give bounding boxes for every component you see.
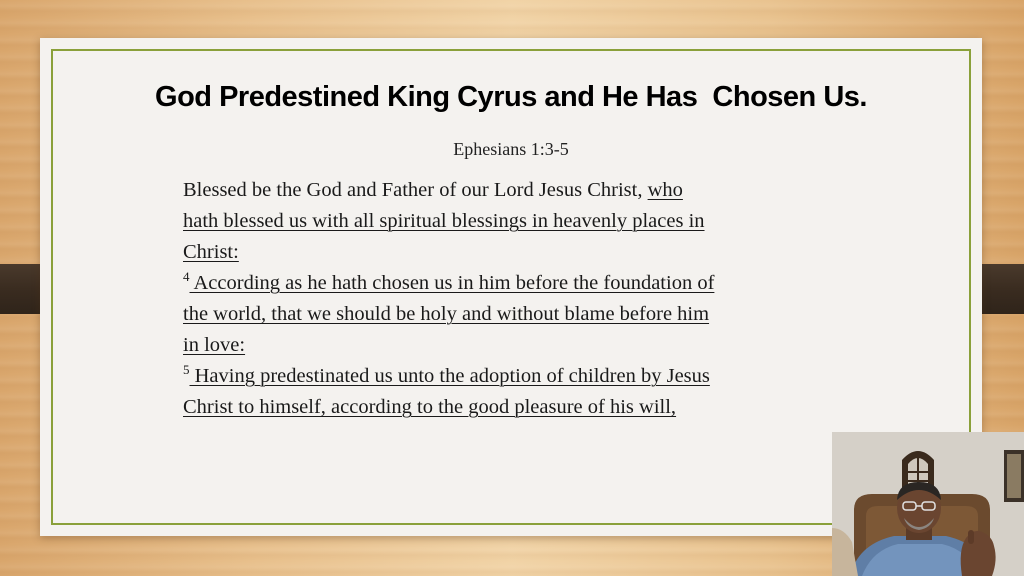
verse-4-line-1 [183, 268, 853, 299]
verse-3-line-3: Christ: [183, 241, 239, 263]
verse-4-line-2: the world, that we should be holy and without blame before him [183, 303, 710, 325]
verse-3-text-plain: Blessed be the God and Father of our Lord Jesus Christ, [183, 179, 648, 201]
verse-3-line-2: hath blessed us with all spiritual blessings in heavenly places in [183, 210, 705, 232]
verse-5-line-1 [183, 361, 853, 392]
verse-5-line-2: Christ to himself, according to the good pleasure of his will, [183, 396, 677, 418]
scripture-reference: Ephesians 1:3-5 [453, 139, 569, 159]
webcam-overlay [832, 432, 1024, 576]
verse-5-number: 5 [183, 362, 190, 377]
verse-3-line-1 [183, 175, 853, 206]
verse-5-text: Having predestinated us unto the adoption of children by Jesus [189, 365, 710, 387]
slide-title: God Predestined King Cyrus and He Has Chosen Us. [155, 81, 867, 113]
verse-4-text: According as he hath chosen us in him before the foundation of [189, 272, 715, 294]
webcam-video-icon [832, 432, 1024, 576]
verse-4-line-3: in love: [183, 334, 246, 356]
verse-4-number: 4 [183, 269, 190, 284]
verse-3-text-underlined: who [647, 179, 683, 201]
scripture-text [183, 175, 853, 423]
